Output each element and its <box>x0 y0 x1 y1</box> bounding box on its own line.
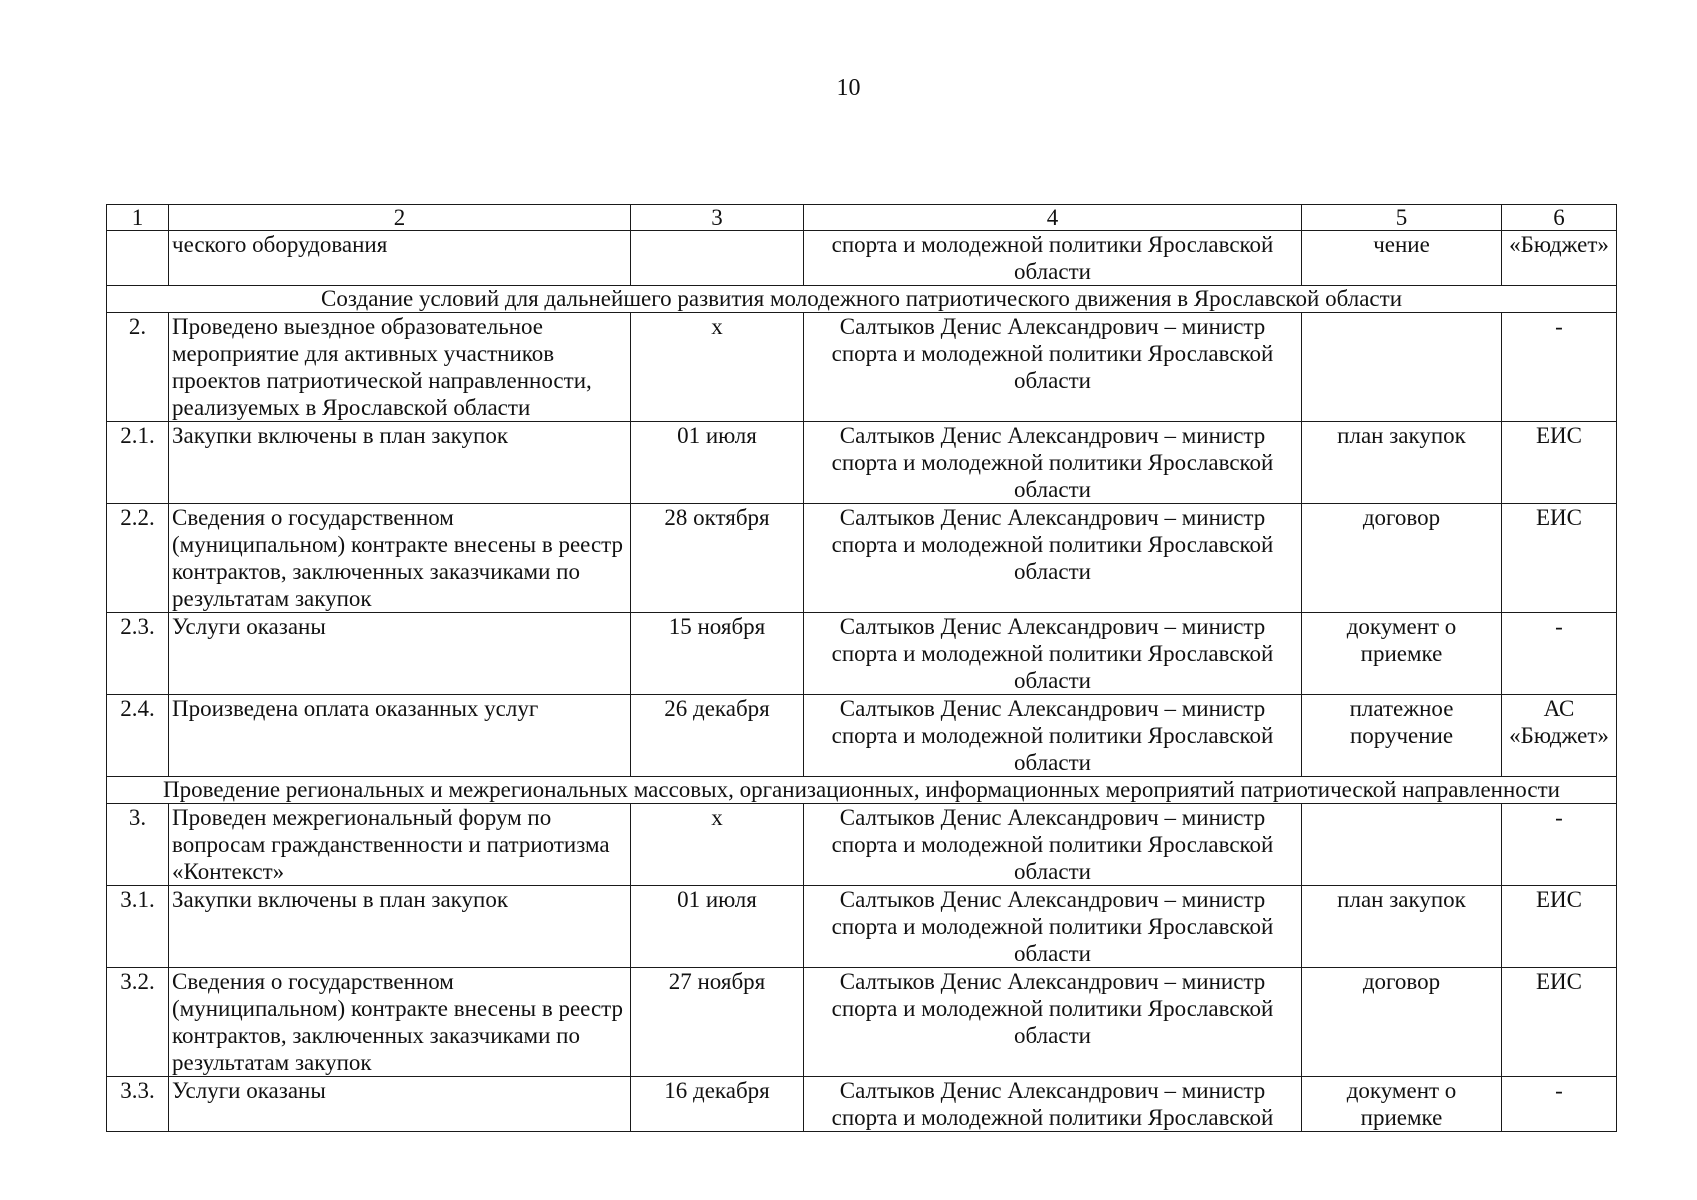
cell-task: Проведено выездное образовательное мероприятие для активных участников проектов патриотической направленности, реализуемых в Ярославской области <box>169 313 631 422</box>
cell-deadline: 26 декабря <box>631 695 804 777</box>
cell-deadline: х <box>631 313 804 422</box>
cell-system: - <box>1502 1077 1617 1132</box>
table-row <box>107 968 1617 1077</box>
section-title: Проведение региональных и межрегиональных массовых, организационных, информационных мероприятий патриотической направленности <box>107 777 1617 804</box>
column-header: 1 <box>107 205 169 231</box>
cell-deadline: 16 декабря <box>631 1077 804 1132</box>
cell-responsible: Салтыков Денис Александрович – министр спорта и молодежной политики Ярославской области <box>804 886 1302 968</box>
cell-system: - <box>1502 313 1617 422</box>
cell-number: 3.2. <box>107 968 169 1077</box>
cell-document: план закупок <box>1302 886 1502 968</box>
cell-responsible: Салтыков Денис Александрович – министр спорта и молодежной политики Ярославской области <box>804 804 1302 886</box>
cell-number: 2.3. <box>107 613 169 695</box>
cell-task: Услуги оказаны <box>169 613 631 695</box>
cell-responsible: Салтыков Денис Александрович – министр спорта и молодежной политики Ярославской области <box>804 313 1302 422</box>
cell-system: АС «Бюджет» <box>1502 695 1617 777</box>
cell-responsible: Салтыков Денис Александрович – министр спорта и молодежной политики Ярославской <box>804 1077 1302 1132</box>
table-row <box>107 422 1617 504</box>
cell-document <box>1302 313 1502 422</box>
cell-number: 3. <box>107 804 169 886</box>
cell-deadline: 28 октября <box>631 504 804 613</box>
cell-responsible: Салтыков Денис Александрович – министр спорта и молодежной политики Ярославской области <box>804 968 1302 1077</box>
cell-task: Закупки включены в план закупок <box>169 422 631 504</box>
table-row <box>107 504 1617 613</box>
cell-document: чение <box>1302 231 1502 286</box>
cell-deadline: 15 ноября <box>631 613 804 695</box>
table-row <box>107 613 1617 695</box>
column-header: 2 <box>169 205 631 231</box>
cell-system: ЕИС <box>1502 504 1617 613</box>
cell-deadline: 27 ноября <box>631 968 804 1077</box>
cell-system: ЕИС <box>1502 886 1617 968</box>
cell-task: Произведена оплата оказанных услуг <box>169 695 631 777</box>
column-header: 6 <box>1502 205 1617 231</box>
header-row <box>107 205 1617 231</box>
cell-responsible: Салтыков Денис Александрович – министр спорта и молодежной политики Ярославской области <box>804 613 1302 695</box>
table-row <box>107 1077 1617 1132</box>
cell-number: 3.1. <box>107 886 169 968</box>
table-row <box>107 695 1617 777</box>
cell-document: документ о приемке <box>1302 613 1502 695</box>
cell-responsible: спорта и молодежной политики Ярославской области <box>804 231 1302 286</box>
cell-deadline: х <box>631 804 804 886</box>
cell-task: Закупки включены в план закупок <box>169 886 631 968</box>
table-row <box>107 886 1617 968</box>
cell-number: 2.1. <box>107 422 169 504</box>
cell-number: 2.2. <box>107 504 169 613</box>
section-title: Создание условий для дальнейшего развития молодежного патриотического движения в Ярославской области <box>107 286 1617 313</box>
cell-document <box>1302 804 1502 886</box>
cell-task: Услуги оказаны <box>169 1077 631 1132</box>
cell-system: ЕИС <box>1502 968 1617 1077</box>
cell-system: - <box>1502 613 1617 695</box>
table-row <box>107 231 1617 286</box>
cell-deadline: 01 июля <box>631 886 804 968</box>
cell-task: Сведения о государственном (муниципальном) контракте внесены в реестр контрактов, заключенных заказчиками по результатам закупок <box>169 968 631 1077</box>
cell-document: платежное поручение <box>1302 695 1502 777</box>
cell-number: 2. <box>107 313 169 422</box>
cell-task: Сведения о государственном (муниципальном) контракте внесены в реестр контрактов, заключенных заказчиками по результатам закупок <box>169 504 631 613</box>
column-header: 5 <box>1302 205 1502 231</box>
section-row <box>107 777 1617 804</box>
cell-number: 2.4. <box>107 695 169 777</box>
column-header: 3 <box>631 205 804 231</box>
cell-document: договор <box>1302 968 1502 1077</box>
column-header: 4 <box>804 205 1302 231</box>
cell-system: «Бюджет» <box>1502 231 1617 286</box>
cell-task: ческого оборудования <box>169 231 631 286</box>
cell-responsible: Салтыков Денис Александрович – министр спорта и молодежной политики Ярославской области <box>804 504 1302 613</box>
cell-system: ЕИС <box>1502 422 1617 504</box>
cell-document: план закупок <box>1302 422 1502 504</box>
table-body <box>107 205 1617 1132</box>
activity-plan-table <box>106 204 1617 1132</box>
cell-document: договор <box>1302 504 1502 613</box>
cell-document: документ о приемке <box>1302 1077 1502 1132</box>
page-number: 10 <box>836 75 861 101</box>
table-row <box>107 804 1617 886</box>
cell-system: - <box>1502 804 1617 886</box>
cell-deadline: 01 июля <box>631 422 804 504</box>
cell-responsible: Салтыков Денис Александрович – министр спорта и молодежной политики Ярославской области <box>804 695 1302 777</box>
cell-task: Проведен межрегиональный форум по вопросам гражданственности и патриотизма «Контекст» <box>169 804 631 886</box>
cell-number <box>107 231 169 286</box>
cell-number: 3.3. <box>107 1077 169 1132</box>
cell-responsible: Салтыков Денис Александрович – министр спорта и молодежной политики Ярославской области <box>804 422 1302 504</box>
cell-deadline <box>631 231 804 286</box>
table-row <box>107 313 1617 422</box>
section-row <box>107 286 1617 313</box>
